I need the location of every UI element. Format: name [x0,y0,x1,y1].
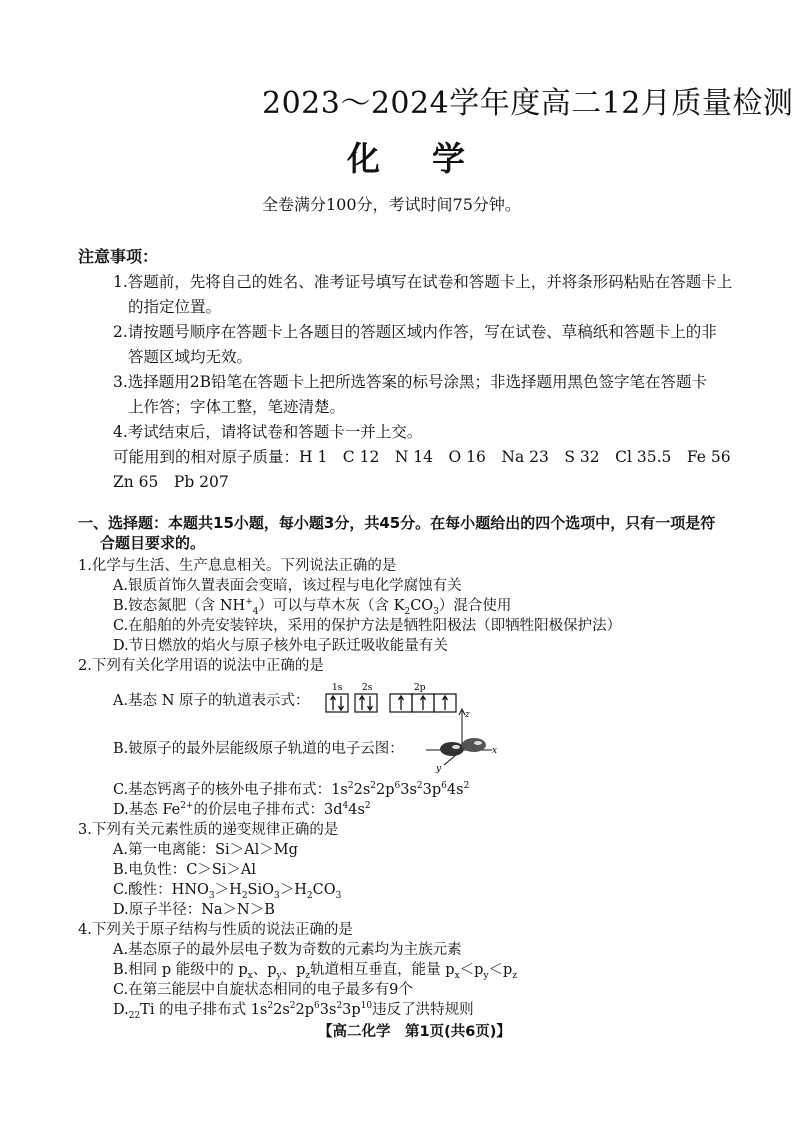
atomic-mass-line-1: 可能用到的相对原子质量：H 1 C 12 N 14 O 16 Na 23 S 32 Cl 35.5 Fe 56 [113,448,731,466]
question-1-option-c: C.在船舶的外壳安装锌块，采用的保护方法是牺牲阳极法（即牺牲阳极保护法） [113,618,622,634]
orbital-lobe-left [440,742,464,756]
up-arrow-icon [360,696,365,710]
orbital-label-2s: 2s [362,683,373,693]
up-arrow-icon [399,696,404,710]
config-orbital: 3p [422,782,442,798]
config-orbital: 2s [273,1002,290,1018]
config-electron-count: 2 [370,781,376,792]
question-1-option-a: A.银质首饰久置表面会变暗，该过程与电化学腐蚀有关 [113,578,462,594]
config-electron-count: 6 [314,1001,320,1012]
config-electron-count: 2 [347,781,354,792]
notice-heading: 注意事项： [78,247,159,266]
question-3-option-a: A.第一电离能：Si＞Al＞Mg [113,842,298,858]
question-4-option-c: C.在第三能层中自旋状态相同的电子最多有9个 [113,982,413,998]
config-electron-count: 2 [336,1001,343,1012]
config-electron-count: 2 [463,781,470,792]
config-orbital: 4s [348,802,365,818]
calcium-electron-config [331,782,469,798]
notice-item-1b: 的指定位置。 [128,298,222,316]
question-4-option-a: A.基态原子的最外层电子数为奇数的元素均为主族元素 [113,942,462,958]
notice-item-2b: 答题区域均无效。 [128,348,253,366]
axis-label-y: y [436,764,442,774]
config-electron-count: 2 [267,1001,274,1012]
titanium-electron-config [251,1002,372,1018]
question-2-option-a: A.基态 N 原子的轨道表示式： [113,693,310,709]
config-electron-count: 6 [441,781,447,792]
question-1-option-b: B.铵态氮肥（含 $NH^+_4$）可以与草木灰（含 $K_2CO_3$）混合使用 [113,597,512,617]
orbital-box-1s [326,694,348,712]
config-electron-count: 2 [289,1001,296,1012]
notice-item-3b: 上作答；字体工整，笔迹清楚。 [128,398,346,416]
down-arrow-icon [339,696,344,710]
notice-item-1a: 1.答题前，先将自己的姓名、准考证号填写在试卷和答题卡上，并将条形码粘贴在答题卡上 [113,273,733,291]
exam-title: 2023～2024学年度高二12月质量检测 [262,86,794,121]
page-footer: 【高二化学 第1页(共6页)】 [318,1024,511,1040]
config-orbital: 3d [323,802,343,818]
axis-label-x: x [492,746,498,756]
iron-valence-config [324,802,371,818]
score-time-line: 全卷满分100分，考试时间75分钟。 [262,195,521,214]
question-3-option-d: D.原子半径：Na＞N＞B [113,902,275,918]
config-orbital: 1s [331,782,348,798]
config-orbital: 3s [400,782,417,798]
question-1-option-d: D.节日燃放的焰火与原子核外电子跃迁吸收能量有关 [113,638,448,654]
question-4-stem: 4.下列关于原子结构与性质的说法正确的是 [78,922,353,938]
question-3-option-b: B.电负性：C＞Si＞Al [113,862,257,878]
config-orbital: 1s [250,1002,268,1018]
orbital-lobe-right [462,738,486,752]
config-orbital: 2p [295,1002,315,1018]
question-3-stem: 3.下列有关元素性质的递变规律正确的是 [78,822,339,838]
question-2-stem: 2.下列有关化学用语的说法中正确的是 [78,658,324,674]
config-orbital: 2p [376,782,395,798]
question-3-option-c: C.酸性：$HNO_3>H_2SiO_3>H_2CO_3$ [113,882,342,901]
notice-item-2a: 2.请按题号顺序在答题卡上各题目的答题区域内作答，写在试卷、草稿纸和答题卡上的非 [113,323,717,341]
question-4-option-b: B.相同 p 能级中的 $p_x$、$p_y$、$p_z$轨道相互垂直，能量 $p_x<p_y<p_z$ [113,962,518,981]
orbital-label-2p: 2p [414,683,426,693]
question-2-option-c: C.基态钙离子的核外电子排布式：$1s^22s^22p^63s^23p^64s^2$ [113,781,470,798]
atomic-mass-line-2: Zn 65 Pb 207 [113,473,229,491]
section-heading-line-2: 合题目要求的。 [100,534,206,552]
section-heading-line-1: 一、选择题：本题共15小题，每小题3分，共45分。在每小题给出的四个选项中，只有一项是符 [78,514,716,532]
electron-cloud-diagram [422,705,502,775]
config-orbital: 4s [446,782,464,798]
config-electron-count: 4 [342,801,349,812]
notice-item-3a: 3.选择题用2B铅笔在答题卡上把所选答案的标号涂黑；非选择题用黑色签字笔在答题卡 [113,373,708,391]
up-arrow-icon [331,696,336,710]
config-electron-count: 2 [416,781,423,792]
question-4-option-d: $D._{22}Ti$ 的电子排布式 $1s^22s^22p^63s^23p^{10}$违反了洪特规则 [113,1001,474,1021]
config-orbital: 3s [319,1002,337,1018]
config-electron-count: 10 [360,1001,373,1012]
down-arrow-icon [368,696,373,710]
question-2-option-d: D.基态 $Fe^{2+}$的价层电子排布式：$3d^44s^2$ [113,801,371,818]
question-2-option-b: B.铍原子的最外层能级原子轨道的电子云图： [113,741,404,757]
orbital-label-1s: 1s [332,683,343,693]
config-electron-count: 6 [394,781,401,792]
subject-title: 化学 [347,139,517,178]
orbital-box-2s [355,694,377,712]
config-orbital: 3p [342,1002,361,1018]
question-1-stem: 1.化学与生活、生产息息相关。下列说法正确的是 [78,558,397,574]
config-orbital: 2s [353,782,371,798]
axis-label-z: z [465,710,470,720]
config-electron-count: 2 [364,801,371,812]
notice-item-4: 4.考试结束后，请将试卷和答题卡一并上交。 [113,423,423,441]
